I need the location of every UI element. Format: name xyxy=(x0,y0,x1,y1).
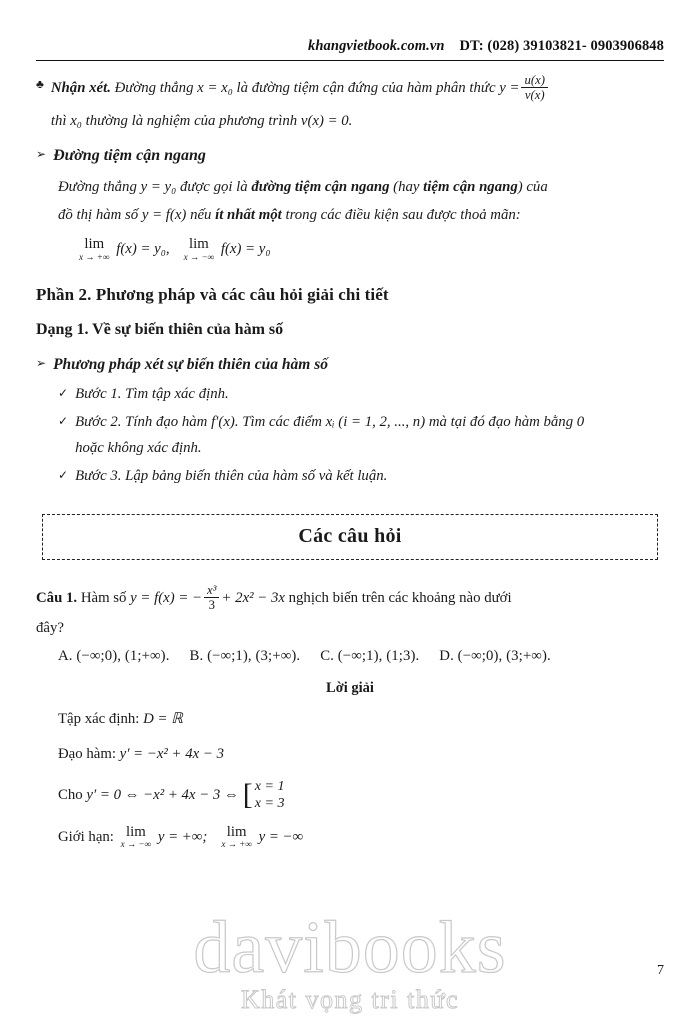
case-bracket-icon: [ xyxy=(242,778,253,812)
solution-case-1: x = 1 xyxy=(254,777,285,794)
question-1-text-a: Hàm số xyxy=(80,590,127,607)
note-block xyxy=(36,74,664,132)
solution-limit-2-expression: y = −∞ xyxy=(258,828,304,845)
ha-text-1d: ) của xyxy=(517,179,548,196)
horizontal-asymptote-heading: Đường tiệm cận ngang xyxy=(53,147,206,165)
limit-1 xyxy=(79,237,110,262)
solution-domain xyxy=(36,708,664,731)
note-math-4: v(x) = 0. xyxy=(300,112,353,129)
answer-option-a[interactable]: A. (−∞;0), (1;+∞). xyxy=(58,648,170,665)
watermark xyxy=(0,906,700,1015)
solution-title: Lời giải xyxy=(326,680,374,697)
step-2-text-d: hoặc không xác định. xyxy=(75,440,202,457)
solution-limits xyxy=(36,825,664,850)
question-1-fraction xyxy=(204,583,219,613)
note-label: Nhận xét. xyxy=(50,80,111,97)
solution-equation-math: y′ = 0 ⇔ −x² + 4x − 3 ⇔ xyxy=(86,786,239,803)
list-item xyxy=(58,465,664,488)
list-item xyxy=(58,411,664,460)
questions-title-box xyxy=(42,514,658,560)
note-math-1: x = x₀ xyxy=(197,80,233,97)
ha-math-1: y = y₀ xyxy=(140,179,177,196)
header-phone: DT: (028) 39103821- 0903906848 xyxy=(459,38,664,54)
club-bullet-icon: ♣ xyxy=(36,77,44,91)
answer-option-b[interactable]: B. (−∞;1), (3;+∞). xyxy=(189,648,301,665)
dang1-title: Dạng 1. Về sự biến thiên của hàm số xyxy=(36,321,284,339)
solution-limit-2 xyxy=(221,825,252,850)
ha-text-2b: nếu xyxy=(190,207,212,224)
solution-limit-1-expression: y = +∞; xyxy=(157,828,208,845)
step-2-math-b: xᵢ (i = 1, 2, ..., n) xyxy=(325,414,426,431)
question-1-answers xyxy=(36,645,664,668)
ha-text-2a: đồ thị hàm số xyxy=(58,207,139,224)
solution-derivative-label: Đạo hàm: xyxy=(58,745,116,762)
limit-1-subscript: x → +∞ xyxy=(79,251,110,262)
part2-title: Phần 2. Phương pháp và các câu hỏi giải chi tiết xyxy=(36,285,389,305)
solution-limit-2-subscript: x → +∞ xyxy=(221,839,252,850)
method-steps xyxy=(36,383,664,488)
limit-2-expression: f(x) = y₀ xyxy=(220,240,271,257)
ha-math-2: y = f(x) xyxy=(141,207,187,224)
solution-domain-math: D = ℝ xyxy=(143,710,183,727)
note-fraction-numerator: u(x) xyxy=(524,73,545,87)
note-line-1 xyxy=(51,74,664,104)
step-3-text: Bước 3. Lập bảng biến thiên của hàm số và kết luận. xyxy=(75,467,388,484)
ha-text-1b: được gọi là xyxy=(179,179,248,196)
solution-equation-label: Cho xyxy=(58,786,83,803)
solution-limit-2-operator: lim xyxy=(226,823,247,840)
ha-bold-3: ít nhất một xyxy=(215,207,282,224)
solution-limit-1-operator: lim xyxy=(126,823,146,840)
question-1-label: Câu 1. xyxy=(36,590,78,607)
note-body xyxy=(51,74,664,132)
step-2-text-b: . Tìm các điểm xyxy=(234,414,322,431)
ha-limits xyxy=(58,237,664,262)
solution-cases xyxy=(243,778,285,813)
list-item xyxy=(58,383,664,406)
limit-2 xyxy=(184,237,215,262)
document-body xyxy=(36,74,664,862)
ha-text-1a: Đường thẳng xyxy=(58,179,137,196)
ha-bold-2: tiệm cận ngang xyxy=(423,179,518,196)
answer-option-c[interactable]: C. (−∞;1), (1;3). xyxy=(320,648,420,665)
note-text-3: thì xyxy=(50,112,67,129)
note-text-1: Đường thẳng xyxy=(114,80,194,97)
limit-2-operator: lim xyxy=(189,236,209,253)
horizontal-asymptote-heading-row xyxy=(36,144,664,169)
question-1-statement xyxy=(36,584,664,640)
step-2-text-a: Bước 2. Tính đạo hàm xyxy=(75,414,208,431)
answer-option-d[interactable]: D. (−∞;0), (3;+∞). xyxy=(439,648,551,665)
note-text-2: là đường tiệm cận đứng của hàm phân thức xyxy=(236,80,496,97)
ha-line-1 xyxy=(58,176,664,199)
step-2-math-a: f′(x) xyxy=(211,414,235,431)
arrow-bullet-icon: ➢ xyxy=(36,356,47,371)
note-fraction xyxy=(521,73,547,103)
solution-limit-1-subscript: x → −∞ xyxy=(120,839,152,850)
solution-equation xyxy=(36,778,664,813)
ha-text-2c: trong các điều kiện sau được thoả mãn: xyxy=(285,207,521,224)
note-math-3: x₀ xyxy=(70,112,82,129)
ha-bold-1: đường tiệm cận ngang xyxy=(251,179,390,196)
limit-2-subscript: x → −∞ xyxy=(183,251,215,262)
solution-domain-label: Tập xác định: xyxy=(58,710,140,727)
note-line-2 xyxy=(51,110,664,133)
page-header xyxy=(36,38,664,55)
page-number: 7 xyxy=(657,963,664,978)
solution-case-2: x = 3 xyxy=(254,795,285,812)
arrow-bullet-icon: ➢ xyxy=(36,147,47,162)
watermark-brand: davibooks xyxy=(193,906,507,989)
solution-limit-1 xyxy=(121,825,152,850)
step-2-text-c: mà tại đó đạo hàm bằng 0 xyxy=(428,414,585,431)
header-site-url: khangvietbook.com.vn xyxy=(308,38,445,54)
question-1-fraction-numerator: x³ xyxy=(207,582,217,597)
question-1-math-rest: + 2x² − 3x xyxy=(221,590,285,607)
questions-title: Các câu hỏi xyxy=(298,525,402,548)
solution-derivative xyxy=(36,743,664,766)
note-text-4: thường là nghiệm của phương trình xyxy=(85,112,298,129)
note-math-y: y = xyxy=(499,80,520,97)
question-1-math-y: y = f(x) = − xyxy=(130,590,203,607)
question-1-text-c: đây? xyxy=(36,620,64,637)
ha-line-2 xyxy=(58,204,664,227)
check-icon: ✓ xyxy=(58,467,69,482)
question-1 xyxy=(36,584,664,850)
step-1-text: Bước 1. Tìm tập xác định. xyxy=(75,386,229,403)
step-2-body xyxy=(75,411,664,460)
check-icon: ✓ xyxy=(58,414,69,429)
ha-text-1c: (hay xyxy=(393,179,420,196)
solution-derivative-math: y′ = −x² + 4x − 3 xyxy=(119,745,224,762)
horizontal-asymptote-body xyxy=(36,176,664,262)
watermark-slogan: Khát vọng tri thức xyxy=(240,985,459,1014)
note-fraction-denominator: v(x) xyxy=(521,87,547,102)
check-icon: ✓ xyxy=(58,386,69,401)
method-heading: Phương pháp xét sự biến thiên của hàm số xyxy=(53,356,328,374)
solution-limits-label: Giới hạn: xyxy=(58,828,114,845)
method-heading-row xyxy=(36,353,664,377)
question-1-fraction-denominator: 3 xyxy=(204,597,219,612)
limit-1-operator: lim xyxy=(84,236,105,253)
limit-1-expression: f(x) = y₀, xyxy=(116,240,170,257)
question-1-text-b: nghịch biến trên các khoảng nào dưới xyxy=(288,590,512,607)
header-divider xyxy=(36,60,664,61)
